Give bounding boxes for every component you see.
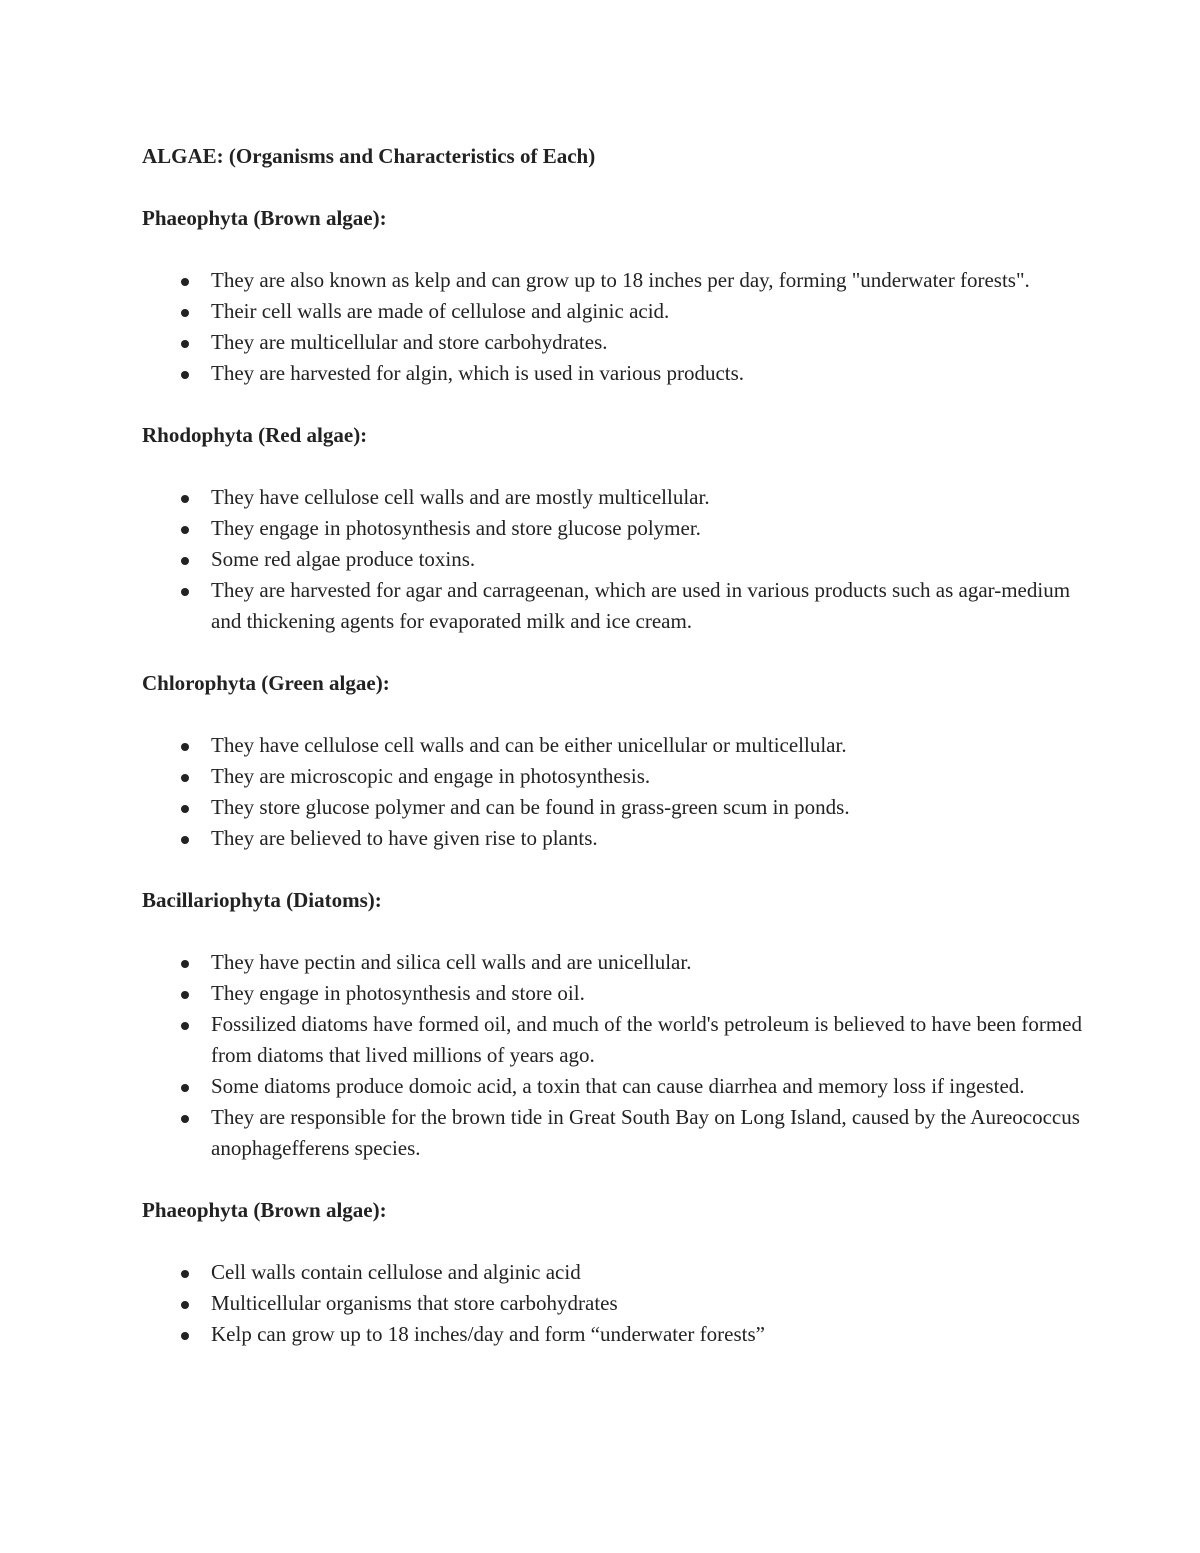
list-item	[142, 1319, 1082, 1350]
list-item-text: They are harvested for agar and carrageenan, which are used in various products such as agar-medium and thickening agents for evaporated milk and ice cream.	[211, 578, 1071, 633]
list-item-text: They are harvested for algin, which is used in various products.	[211, 361, 745, 385]
list-item-text: They are multicellular and store carbohydrates.	[211, 330, 608, 354]
list-item	[142, 1288, 1082, 1319]
list-item	[142, 1257, 1082, 1288]
bullet-icon	[181, 1115, 189, 1123]
document-page	[142, 141, 1082, 1381]
bullet-icon	[181, 278, 189, 286]
list-item	[142, 265, 1082, 296]
bullet-icon	[181, 743, 189, 751]
bullet-icon	[181, 836, 189, 844]
bullet-icon	[181, 960, 189, 968]
bullet-list	[142, 730, 1082, 854]
bullet-icon	[181, 557, 189, 565]
section-chlorophyta	[142, 668, 1082, 854]
bullet-list	[142, 482, 1082, 637]
section-phaeophyta	[142, 203, 1082, 389]
section-heading: Phaeophyta (Brown algae):	[142, 1198, 387, 1222]
bullet-icon	[181, 526, 189, 534]
list-item	[142, 823, 1082, 854]
list-item-text: Fossilized diatoms have formed oil, and much of the world's petroleum is believed to have been formed from diatoms that lived millions of years ago.	[211, 1012, 1082, 1067]
list-item-text: Some diatoms produce domoic acid, a toxin that can cause diarrhea and memory loss if ingested.	[211, 1074, 1025, 1098]
list-item-text: They store glucose polymer and can be found in grass-green scum in ponds.	[211, 795, 850, 819]
list-item-text: Some red algae produce toxins.	[211, 547, 476, 571]
list-item	[142, 482, 1082, 513]
list-item-text: Kelp can grow up to 18 inches/day and form “underwater forests”	[211, 1322, 765, 1346]
bullet-icon	[181, 1332, 189, 1340]
list-item-text: They have pectin and silica cell walls and are unicellular.	[211, 950, 692, 974]
bullet-icon	[181, 774, 189, 782]
list-item-text: They engage in photosynthesis and store glucose polymer.	[211, 516, 701, 540]
bullet-icon	[181, 340, 189, 348]
list-item-text: Their cell walls are made of cellulose and alginic acid.	[211, 299, 670, 323]
section-rhodophyta	[142, 420, 1082, 637]
list-item	[142, 792, 1082, 823]
list-item	[142, 978, 1082, 1009]
list-item	[142, 544, 1082, 575]
bullet-icon	[181, 991, 189, 999]
section-phaeophyta-summary	[142, 1195, 1082, 1350]
list-item-text: Multicellular organisms that store carbohydrates	[211, 1291, 618, 1315]
list-item-text: Cell walls contain cellulose and alginic acid	[211, 1260, 581, 1284]
list-item-text: They engage in photosynthesis and store oil.	[211, 981, 585, 1005]
section-heading: Bacillariophyta (Diatoms):	[142, 888, 382, 912]
list-item	[142, 327, 1082, 358]
list-item-text: They are believed to have given rise to plants.	[211, 826, 598, 850]
section-heading: Chlorophyta (Green algae):	[142, 671, 390, 695]
document-title: ALGAE: (Organisms and Characteristics of Each)	[142, 144, 596, 168]
list-item-text: They are microscopic and engage in photosynthesis.	[211, 764, 651, 788]
list-item-text: They are also known as kelp and can grow up to 18 inches per day, forming "underwater forests".	[211, 268, 1030, 292]
list-item	[142, 358, 1082, 389]
list-item	[142, 1009, 1082, 1071]
bullet-icon	[181, 371, 189, 379]
bullet-icon	[181, 1270, 189, 1278]
list-item-text: They are responsible for the brown tide in Great South Bay on Long Island, caused by the Aureococcus anophagefferens species.	[211, 1105, 1080, 1160]
list-item	[142, 1102, 1082, 1164]
bullet-icon	[181, 1301, 189, 1309]
bullet-icon	[181, 1084, 189, 1092]
list-item	[142, 575, 1082, 637]
list-item-text: They have cellulose cell walls and are mostly multicellular.	[211, 485, 710, 509]
bullet-list	[142, 265, 1082, 389]
bullet-list	[142, 1257, 1082, 1350]
list-item	[142, 761, 1082, 792]
list-item-text: They have cellulose cell walls and can be either unicellular or multicellular.	[211, 733, 847, 757]
bullet-icon	[181, 588, 189, 596]
bullet-icon	[181, 1022, 189, 1030]
bullet-icon	[181, 309, 189, 317]
list-item	[142, 1071, 1082, 1102]
section-heading: Phaeophyta (Brown algae):	[142, 206, 387, 230]
section-bacillariophyta	[142, 885, 1082, 1164]
bullet-list	[142, 947, 1082, 1164]
bullet-icon	[181, 805, 189, 813]
list-item	[142, 296, 1082, 327]
bullet-icon	[181, 495, 189, 503]
list-item	[142, 513, 1082, 544]
list-item	[142, 730, 1082, 761]
section-heading: Rhodophyta (Red algae):	[142, 423, 368, 447]
list-item	[142, 947, 1082, 978]
